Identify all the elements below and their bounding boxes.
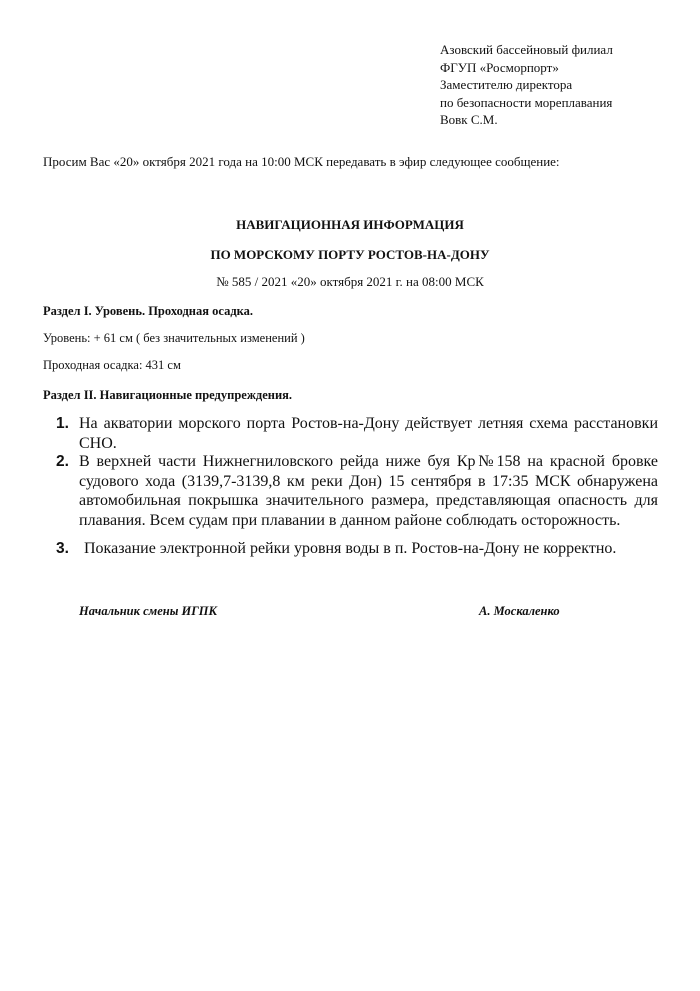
section1-heading: Раздел I. Уровень. Проходная осадка. (43, 304, 254, 318)
passage-draft: Проходная осадка: 431 см (43, 358, 181, 372)
list-item (56, 539, 658, 559)
document-number: № 585 / 2021 «20» октября 2021 г. на 08:00 МСК (216, 274, 484, 289)
list-item-number: 2. (56, 453, 69, 470)
document-title: НАВИГАЦИОННАЯ ИНФОРМАЦИЯ (236, 217, 464, 232)
signatory-title: Начальник смены ИГПК (79, 604, 217, 618)
addressee-line: Вовк С.М. (440, 112, 498, 127)
request-text: Просим Вас «20» октября 2021 года на 10:00 МСК передавать в эфир следующее сообщение: (43, 154, 560, 169)
addressee-line: по безопасности мореплавания (440, 94, 613, 110)
list-item (56, 414, 658, 453)
list-item-number: 3. (56, 540, 69, 557)
section2-heading: Раздел II. Навигационные предупреждения. (43, 388, 293, 402)
addressee-line: Заместителю директора (440, 77, 573, 92)
document-subtitle: ПО МОРСКОМУ ПОРТУ РОСТОВ-НА-ДОНУ (210, 247, 490, 262)
list-item-text: В верхней части Нижнегниловского рейда ниже буя Кр№158 на красной бровке судового хода (3139,7-3139,8 км реки Дон) 15 сентября в 17:35 МСК обнаружена автомобильная покрышка значительного размера, представляющая опасность для плавания. Всем судам при плавании в данном районе соблюдать осторожность. (79, 453, 658, 529)
addressee-block (440, 41, 613, 129)
list-item-text: На акватории морского порта Ростов-на-Дону действует летняя схема расстановки СНО. (79, 415, 658, 452)
list-item-number: 1. (56, 415, 69, 432)
addressee-line: Азовский бассейновый филиал (440, 42, 613, 57)
water-level: Уровень: + 61 см ( без значительных изменений ) (43, 331, 305, 345)
list-item-text: Показание электронной рейки уровня воды в п. Ростов-на-Дону не корректно. (84, 540, 617, 557)
addressee-line: ФГУП «Росморпорт» (440, 59, 559, 75)
signatory-name: А. Москаленко (479, 604, 560, 618)
list-item (56, 452, 658, 530)
